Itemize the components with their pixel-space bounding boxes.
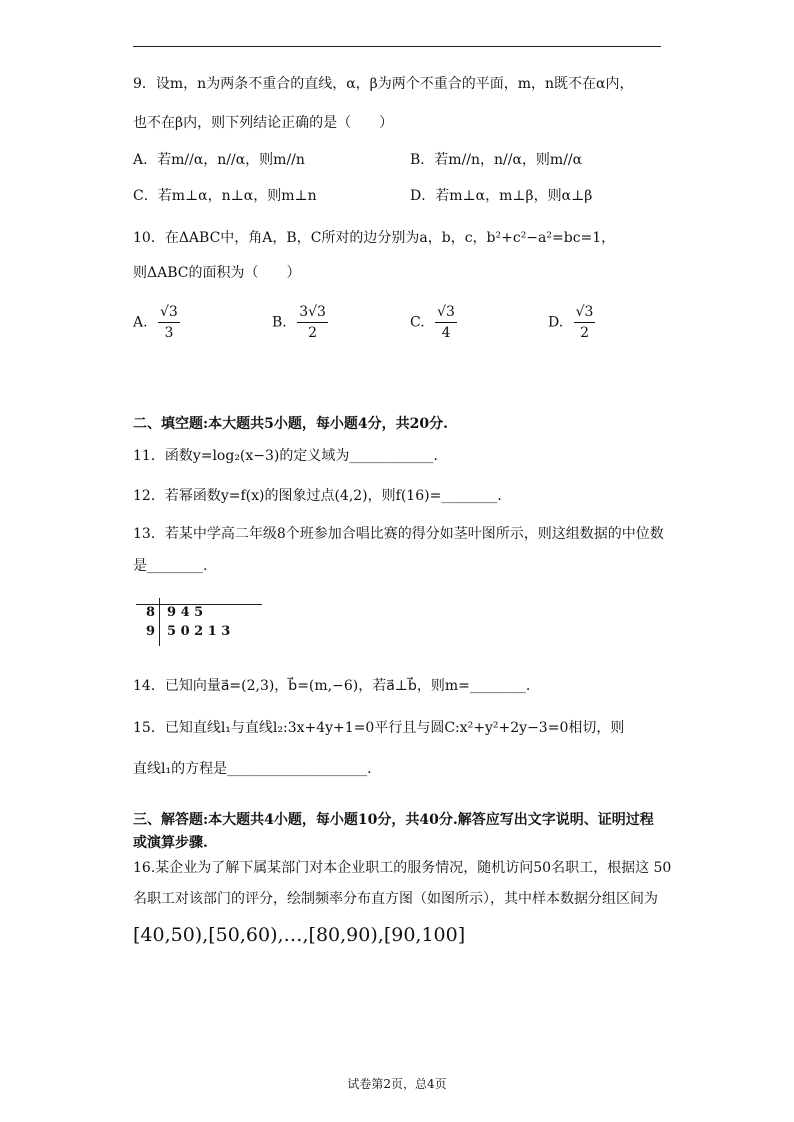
q16-line2: 名职工对该部门的评分，绘制频率分布直方图（如图所示），其中样本数据分组区间为 (133, 891, 658, 907)
q10-option-a-label: A. (133, 314, 148, 331)
q10-option-a-den: 3 (164, 325, 174, 341)
q9-option-d: D．若m⊥α，m⊥β，则α⊥β (410, 188, 593, 204)
page-footer: 试卷第2页，总4页 (347, 1077, 447, 1091)
q10-option-b-den: 2 (308, 325, 318, 341)
q10-option-b-label: B. (272, 314, 287, 331)
stem-leaf-divider (159, 598, 160, 646)
q14: 14．已知向量a⃗=(2,3)，b⃗=(m,−6)，若a⃗⊥b⃗，则m=________. (133, 678, 531, 694)
q13-line1: 13．若某中学高二年级8个班参加合唱比赛的得分如茎叶图所示，则这组数据的中位数 (133, 526, 664, 542)
q10-option-c-den: 4 (441, 325, 451, 341)
q10-line1: 10．在ΔABC中，角A，B，C所对的边分别为a，b，c，b²+c²−a²=bc=1， (133, 230, 616, 246)
section3-heading-line2: 或演算步骤. (133, 835, 208, 851)
q10-option-c-label: C. (410, 314, 425, 331)
q15-line1: 15．已知直线l₁与直线l₂:3x+4y+1=0平行且与圆C:x²+y²+2y−3=0相切，则 (133, 720, 625, 736)
q10-option-d-label: D. (548, 314, 564, 331)
leaf-values: 9 4 5 (167, 605, 204, 620)
q10-option-b-num: 3√3 (297, 302, 328, 323)
q10-option-a-num: √3 (158, 302, 180, 323)
q9-option-c: C．若m⊥α，n⊥α，则m⊥n (133, 188, 317, 204)
leaf-values: 5 0 2 1 3 (167, 624, 231, 639)
q11: 11．函数y=log₂(x−3)的定义域为____________. (133, 448, 438, 464)
q10-option-c-num: √3 (435, 302, 457, 323)
q10-option-a (133, 302, 180, 343)
q10-option-d (548, 302, 595, 343)
q9-option-a: A．若m//α，n//α，则m//n (133, 152, 305, 168)
stem-leaf-plot (132, 598, 262, 646)
q10-option-c (410, 302, 457, 343)
q10-option-d-den: 2 (580, 325, 590, 341)
q16-intervals: [40,50),[50,60),…,[80,90),[90,100] (133, 924, 466, 946)
q10-option-b (272, 302, 328, 343)
q9-option-b: B．若m//n，n//α，则m//α (410, 152, 583, 168)
q16-line1: 16.某企业为了解下属某部门对本企业职工的服务情况，随机访问50名职工，根据这 50 (133, 860, 672, 876)
q12: 12．若幂函数y=f(x)的图象过点(4,2)，则f(16)=________. (133, 488, 502, 504)
stem-value: 8 (146, 605, 156, 620)
q13-line2: 是________. (133, 558, 208, 574)
q15-line2: 直线l₁的方程是____________________. (133, 761, 372, 777)
header-rule (133, 46, 661, 47)
section2-heading: 二、填空题:本大题共5小题，每小题4分，共20分. (133, 416, 449, 432)
q9-line1: 9．设m，n为两条不重合的直线，α，β为两个不重合的平面，m，n既不在α内， (133, 76, 634, 92)
q9-line2: 也不在β内，则下列结论正确的是（ ） (133, 115, 394, 131)
q10-option-d-num: √3 (574, 302, 596, 323)
section3-heading-line1: 三、解答题:本大题共4小题，每小题10分，共40分.解答应写出文字说明、证明过程 (133, 812, 654, 828)
stem-value: 9 (146, 624, 156, 639)
q10-line2: 则ΔABC的面积为（ ） (133, 265, 301, 281)
